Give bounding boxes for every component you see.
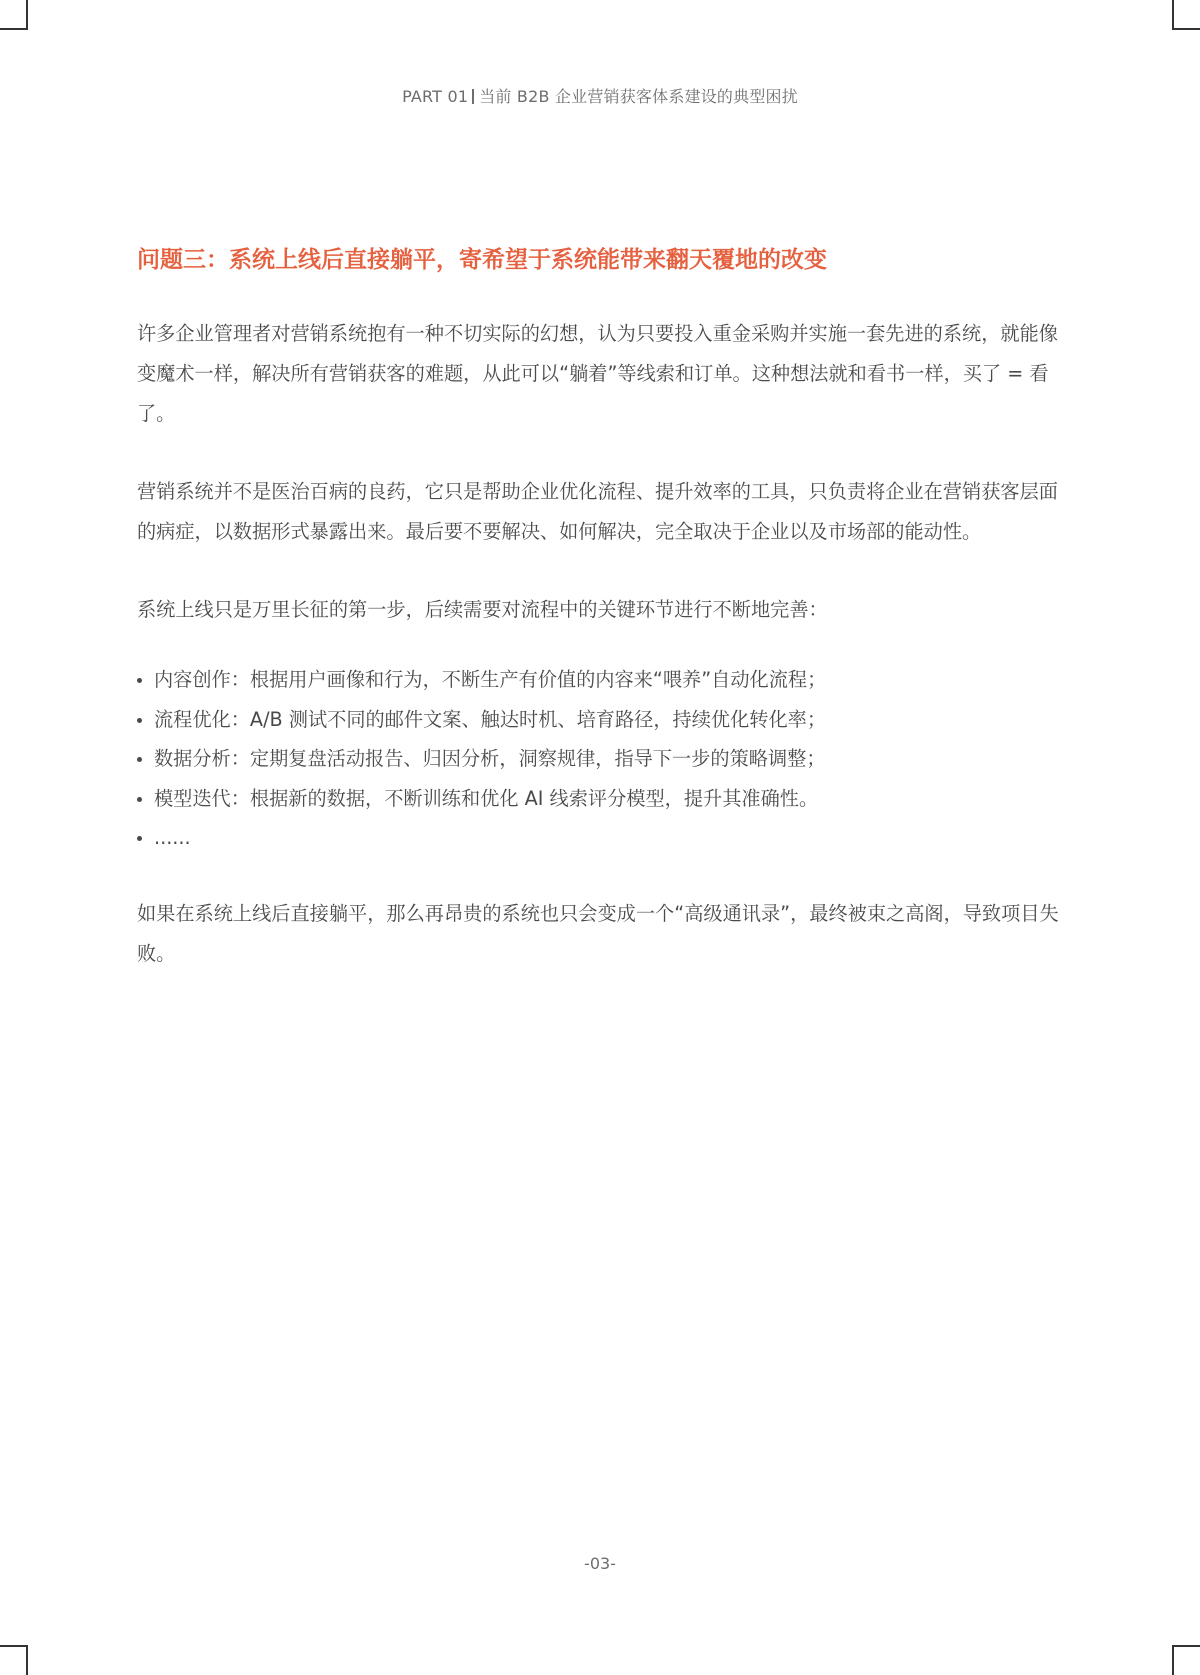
section-title: 问题三：系统上线后直接躺平，寄希望于系统能带来翻天覆地的改变 (137, 247, 827, 273)
list-item (137, 818, 1077, 858)
bullet-dot (137, 757, 142, 762)
bullet-dot (137, 836, 142, 841)
crop-mark-bottom-right (1172, 1645, 1200, 1675)
header-chapter: 当前 B2B 企业营销获客体系建设的典型困扰 (479, 87, 798, 106)
running-header (0, 84, 1200, 107)
bullet-dot (137, 718, 142, 723)
paragraph-1: 许多企业管理者对营销系统抱有一种不切实际的幻想，认为只要投入重金采购并实施一套先进的系统，就能像变魔术一样，解决所有营销获客的难题，从此可以“躺着”等线索和订单。这种想法就和看书一样，买了 = 看了。 (137, 322, 1058, 425)
list-item-text: ...... (154, 826, 191, 849)
header-part: PART 01 (402, 87, 469, 106)
bullet-dot (137, 678, 142, 683)
bullet-dot (137, 797, 142, 802)
list-item (137, 739, 1077, 779)
conclusion-paragraph: 如果在系统上线后直接躺平，那么再昂贵的系统也只会变成一个“高级通讯录”，最终被束之高阁，导致项目失败。 (137, 901, 1059, 965)
page-content (137, 240, 1077, 1012)
crop-mark-top-right (1172, 0, 1200, 30)
list-item-text: 模型迭代：根据新的数据，不断训练和优化 AI 线索评分模型，提升其准确性。 (154, 786, 819, 810)
crop-mark-bottom-left (0, 1645, 28, 1675)
paragraph-2: 营销系统并不是医治百病的良药，它只是帮助企业优化流程、提升效率的工具，只负责将企业在营销获客层面的病症，以数据形式暴露出来。最后要不要解决、如何解决，完全取决于企业以及市场部的能动性。 (137, 480, 1058, 543)
list-item (137, 660, 1077, 700)
paragraph-3: 系统上线只是万里长征的第一步，后续需要对流程中的关键环节进行不断地完善： (137, 598, 828, 621)
page-number: -03- (584, 1554, 616, 1573)
crop-mark-top-left (0, 0, 28, 30)
list-item (137, 700, 1077, 740)
list-item (137, 779, 1077, 819)
header-separator (472, 89, 474, 104)
bullet-list (137, 660, 1077, 858)
list-item-text: 内容创作：根据用户画像和行为，不断生产有价值的内容来“喂养”自动化流程； (154, 668, 827, 691)
list-item-text: 数据分析：定期复盘活动报告、归因分析，洞察规律，指导下一步的策略调整； (154, 747, 826, 770)
list-item-text: 流程优化：A/B 测试不同的邮件文案、触达时机、培育路径，持续优化转化率； (154, 707, 827, 731)
